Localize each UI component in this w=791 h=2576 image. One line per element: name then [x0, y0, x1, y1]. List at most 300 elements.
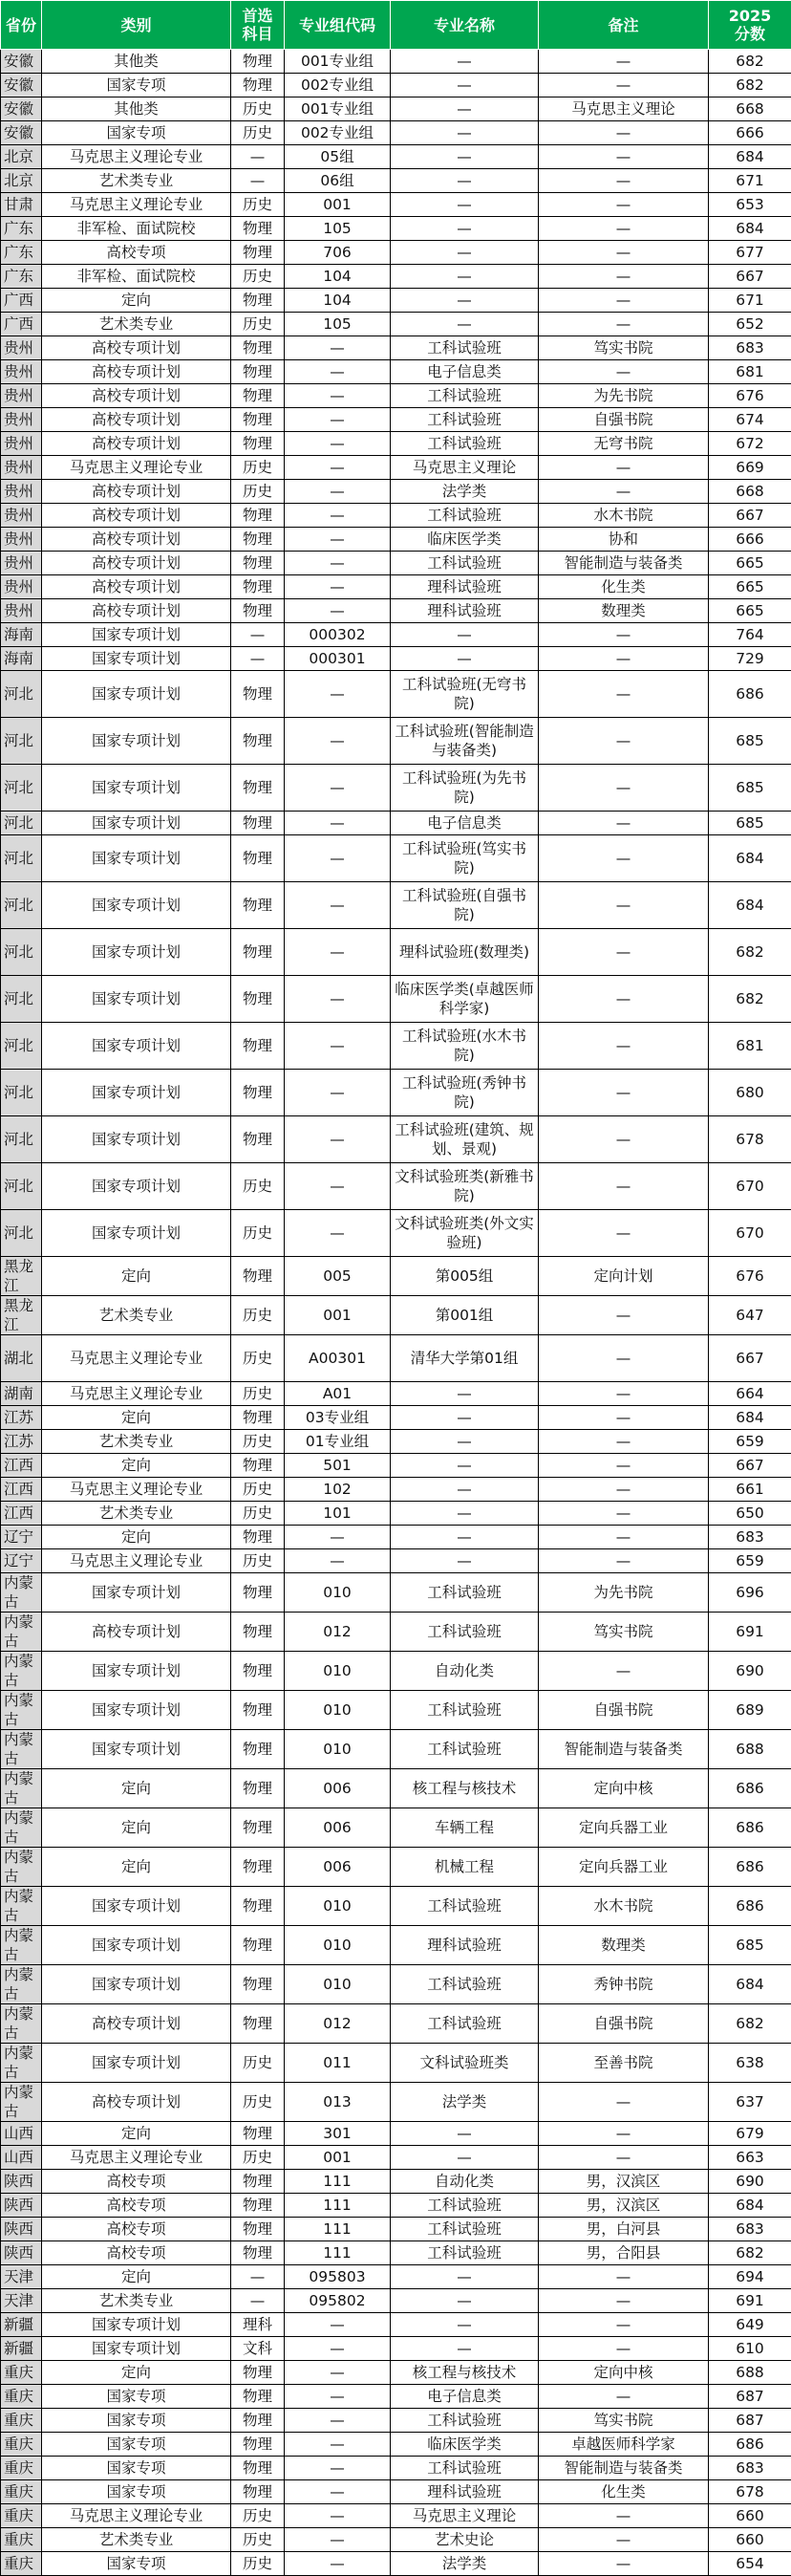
major-name-cell: 文科试验班类 — [391, 2044, 539, 2083]
province-cell: 内蒙古 — [1, 1887, 42, 1926]
remark-cell: — — [539, 241, 709, 265]
remark-cell: 化生类 — [539, 575, 709, 599]
remark-cell: — — [539, 313, 709, 336]
major-name-cell: 法学类 — [391, 2552, 539, 2576]
province-cell: 安徽 — [1, 50, 42, 74]
subject-cell: 物理 — [231, 2004, 285, 2044]
major-name-cell: — — [391, 121, 539, 145]
group-code-cell: 095802 — [285, 2289, 391, 2313]
score-cell: 682 — [709, 2004, 791, 2044]
table-row — [1, 97, 791, 121]
table-header — [1, 1, 791, 50]
group-code-cell: — — [285, 2433, 391, 2457]
category-cell: 马克思主义理论专业 — [42, 456, 231, 480]
province-cell: 河北 — [1, 671, 42, 718]
province-cell: 内蒙古 — [1, 1652, 42, 1691]
score-cell: 663 — [709, 2146, 791, 2170]
group-code-cell: — — [285, 599, 391, 623]
table-row — [1, 718, 791, 765]
group-code-cell: 104 — [285, 265, 391, 289]
category-cell: 马克思主义理论专业 — [42, 1478, 231, 1502]
province-cell: 贵州 — [1, 528, 42, 552]
category-cell: 高校专项 — [42, 2170, 231, 2194]
group-code-cell: 010 — [285, 1652, 391, 1691]
subject-cell: 历史 — [231, 1163, 285, 1210]
province-cell: 广东 — [1, 241, 42, 265]
table-row — [1, 1430, 791, 1454]
province-cell: 贵州 — [1, 432, 42, 456]
group-code-cell: 012 — [285, 2004, 391, 2044]
subject-cell: 历史 — [231, 1549, 285, 1573]
group-code-cell: 001专业组 — [285, 50, 391, 74]
major-name-cell: — — [391, 1382, 539, 1406]
remark-cell: 为先书院 — [539, 384, 709, 408]
province-cell: 贵州 — [1, 384, 42, 408]
group-code-cell: 010 — [285, 1573, 391, 1613]
remark-cell: — — [539, 1502, 709, 1526]
table-row — [1, 121, 791, 145]
province-cell: 海南 — [1, 623, 42, 647]
category-cell: 艺术类专业 — [42, 2528, 231, 2552]
remark-cell: 笃实书院 — [539, 336, 709, 360]
subject-cell: 物理 — [231, 336, 285, 360]
province-cell: 山西 — [1, 2146, 42, 2170]
remark-cell: 卓越医师科学家 — [539, 2433, 709, 2457]
score-cell: 676 — [709, 384, 791, 408]
score-cell: 682 — [709, 929, 791, 976]
group-code-cell: — — [285, 2313, 391, 2337]
category-cell: 国家专项计划 — [42, 2044, 231, 2083]
score-cell: 652 — [709, 313, 791, 336]
province-cell: 辽宁 — [1, 1526, 42, 1549]
group-code-cell: 111 — [285, 2241, 391, 2265]
group-code-cell: — — [285, 480, 391, 504]
subject-cell: 物理 — [231, 2361, 285, 2385]
major-name-cell: 自动化类 — [391, 2170, 539, 2194]
subject-cell: 历史 — [231, 121, 285, 145]
province-cell: 重庆 — [1, 2504, 42, 2528]
major-name-cell: — — [391, 265, 539, 289]
table-row — [1, 1116, 791, 1163]
subject-cell: 历史 — [231, 1502, 285, 1526]
score-cell: 664 — [709, 1382, 791, 1406]
subject-cell: — — [231, 623, 285, 647]
table-row — [1, 528, 791, 552]
score-cell: 684 — [709, 835, 791, 882]
major-name-cell: 工科试验班(自强书院) — [391, 882, 539, 929]
header-major-name: 专业名称 — [391, 1, 539, 50]
major-name-cell: 工科试验班(为先书院) — [391, 765, 539, 812]
major-name-cell: — — [391, 2289, 539, 2313]
remark-cell: — — [539, 2265, 709, 2289]
remark-cell: — — [539, 976, 709, 1023]
group-code-cell: 010 — [285, 1730, 391, 1769]
category-cell: 国家专项计划 — [42, 835, 231, 882]
group-code-cell: 001 — [285, 2146, 391, 2170]
province-cell: 重庆 — [1, 2361, 42, 2385]
score-cell: 670 — [709, 1210, 791, 1257]
province-cell: 河北 — [1, 718, 42, 765]
province-cell: 重庆 — [1, 2457, 42, 2480]
table-row — [1, 1769, 791, 1808]
category-cell: 艺术类专业 — [42, 2289, 231, 2313]
remark-cell: — — [539, 835, 709, 882]
category-cell: 国家专项计划 — [42, 1163, 231, 1210]
remark-cell: 笃实书院 — [539, 1613, 709, 1652]
table-row — [1, 1926, 791, 1965]
table-row — [1, 480, 791, 504]
group-code-cell: — — [285, 2457, 391, 2480]
category-cell: 国家专项计划 — [42, 718, 231, 765]
table-row — [1, 2241, 791, 2265]
province-cell: 重庆 — [1, 2528, 42, 2552]
table-row — [1, 432, 791, 456]
subject-cell: 物理 — [231, 575, 285, 599]
province-cell: 河北 — [1, 1116, 42, 1163]
remark-cell: — — [539, 671, 709, 718]
major-name-cell: 机械工程 — [391, 1848, 539, 1887]
subject-cell: 物理 — [231, 2480, 285, 2504]
category-cell: 艺术类专业 — [42, 313, 231, 336]
category-cell: 国家专项计划 — [42, 623, 231, 647]
table-row — [1, 1210, 791, 1257]
header-remark: 备注 — [539, 1, 709, 50]
group-code-cell: 010 — [285, 1926, 391, 1965]
remark-cell: 水木书院 — [539, 1887, 709, 1926]
score-cell: 690 — [709, 2170, 791, 2194]
province-cell: 贵州 — [1, 336, 42, 360]
subject-cell: 物理 — [231, 1848, 285, 1887]
category-cell: 国家专项计划 — [42, 671, 231, 718]
major-name-cell: 马克思主义理论 — [391, 456, 539, 480]
score-cell: 686 — [709, 1808, 791, 1848]
remark-cell: 智能制造与装备类 — [539, 1730, 709, 1769]
province-cell: 河北 — [1, 1210, 42, 1257]
category-cell: 国家专项计划 — [42, 882, 231, 929]
table-row — [1, 2480, 791, 2504]
category-cell: 马克思主义理论专业 — [42, 1382, 231, 1406]
major-name-cell: — — [391, 1549, 539, 1573]
table-row — [1, 1526, 791, 1549]
major-name-cell: 工科试验班 — [391, 2194, 539, 2218]
group-code-cell: 06组 — [285, 169, 391, 193]
score-cell: 667 — [709, 265, 791, 289]
group-code-cell: 002专业组 — [285, 121, 391, 145]
table-row — [1, 599, 791, 623]
major-name-cell: 理科试验班 — [391, 575, 539, 599]
table-row — [1, 1573, 791, 1613]
subject-cell: 物理 — [231, 74, 285, 97]
score-cell: 689 — [709, 1691, 791, 1730]
score-cell: 691 — [709, 1613, 791, 1652]
category-cell: 国家专项计划 — [42, 1573, 231, 1613]
province-cell: 内蒙古 — [1, 1573, 42, 1613]
group-code-cell: — — [285, 408, 391, 432]
remark-cell: — — [539, 265, 709, 289]
group-code-cell: — — [285, 882, 391, 929]
subject-cell: 历史 — [231, 313, 285, 336]
major-name-cell: — — [391, 2337, 539, 2361]
major-name-cell: 工科试验班 — [391, 1887, 539, 1926]
score-cell: 653 — [709, 193, 791, 217]
category-cell: 定向 — [42, 289, 231, 313]
table-row — [1, 765, 791, 812]
group-code-cell: — — [285, 1549, 391, 1573]
group-code-cell: — — [285, 2337, 391, 2361]
group-code-cell: — — [285, 1116, 391, 1163]
major-name-cell: — — [391, 1502, 539, 1526]
province-cell: 海南 — [1, 647, 42, 671]
score-cell: 685 — [709, 718, 791, 765]
category-cell: 高校专项计划 — [42, 2083, 231, 2122]
province-cell: 内蒙古 — [1, 1769, 42, 1808]
category-cell: 高校专项 — [42, 2218, 231, 2241]
category-cell: 国家专项计划 — [42, 1965, 231, 2004]
subject-cell: 物理 — [231, 1808, 285, 1848]
subject-cell: 历史 — [231, 265, 285, 289]
remark-cell: — — [539, 193, 709, 217]
group-code-cell: — — [285, 2552, 391, 2576]
subject-cell: 物理 — [231, 1573, 285, 1613]
category-cell: 艺术类专业 — [42, 1430, 231, 1454]
province-cell: 安徽 — [1, 121, 42, 145]
subject-cell: 物理 — [231, 1070, 285, 1116]
table-row — [1, 2083, 791, 2122]
score-cell: 684 — [709, 1965, 791, 2004]
score-cell: 682 — [709, 74, 791, 97]
major-name-cell: 工科试验班 — [391, 504, 539, 528]
remark-cell: 数理类 — [539, 1926, 709, 1965]
table-row — [1, 1613, 791, 1652]
province-cell: 内蒙古 — [1, 1808, 42, 1848]
remark-cell: 男，汉滨区 — [539, 2194, 709, 2218]
province-cell: 内蒙古 — [1, 1691, 42, 1730]
major-name-cell: — — [391, 2122, 539, 2146]
category-cell: 高校专项计划 — [42, 504, 231, 528]
province-cell: 江苏 — [1, 1406, 42, 1430]
major-name-cell: 核工程与核技术 — [391, 2361, 539, 2385]
table-row — [1, 50, 791, 74]
province-cell: 内蒙古 — [1, 2004, 42, 2044]
group-code-cell: 105 — [285, 313, 391, 336]
score-cell: 681 — [709, 360, 791, 384]
province-cell: 河北 — [1, 812, 42, 835]
table-row — [1, 384, 791, 408]
province-cell: 湖南 — [1, 1382, 42, 1406]
major-name-cell: 文科试验班类(外文实验班) — [391, 1210, 539, 1257]
province-cell: 贵州 — [1, 408, 42, 432]
subject-cell: 历史 — [231, 2504, 285, 2528]
subject-cell: 物理 — [231, 504, 285, 528]
score-cell: 637 — [709, 2083, 791, 2122]
group-code-cell: A00301 — [285, 1335, 391, 1382]
province-cell: 广东 — [1, 217, 42, 241]
subject-cell: 物理 — [231, 1691, 285, 1730]
major-name-cell: — — [391, 289, 539, 313]
remark-cell: — — [539, 217, 709, 241]
score-cell: 690 — [709, 1652, 791, 1691]
score-cell: 680 — [709, 1070, 791, 1116]
remark-cell: — — [539, 1210, 709, 1257]
major-name-cell: 工科试验班 — [391, 1730, 539, 1769]
major-name-cell: 临床医学类(卓越医师科学家) — [391, 976, 539, 1023]
major-name-cell: 工科试验班 — [391, 2218, 539, 2241]
subject-cell: 历史 — [231, 193, 285, 217]
group-code-cell: — — [285, 718, 391, 765]
major-name-cell: — — [391, 2313, 539, 2337]
table-row — [1, 336, 791, 360]
major-name-cell: — — [391, 145, 539, 169]
major-name-cell: — — [391, 1406, 539, 1430]
score-cell: 667 — [709, 504, 791, 528]
major-name-cell: — — [391, 50, 539, 74]
category-cell: 马克思主义理论专业 — [42, 1335, 231, 1382]
group-code-cell: 05组 — [285, 145, 391, 169]
score-cell: 672 — [709, 432, 791, 456]
category-cell: 国家专项计划 — [42, 2313, 231, 2337]
category-cell: 高校专项 — [42, 241, 231, 265]
score-cell: 684 — [709, 1406, 791, 1430]
remark-cell: 男，合阳县 — [539, 2241, 709, 2265]
table-row — [1, 74, 791, 97]
score-cell: 665 — [709, 599, 791, 623]
score-cell: 686 — [709, 1848, 791, 1887]
remark-cell: 为先书院 — [539, 1573, 709, 1613]
table-row — [1, 1454, 791, 1478]
category-cell: 高校专项计划 — [42, 408, 231, 432]
group-code-cell: 012 — [285, 1613, 391, 1652]
province-cell: 新疆 — [1, 2313, 42, 2337]
group-code-cell: — — [285, 671, 391, 718]
group-code-cell: — — [285, 504, 391, 528]
subject-cell: 历史 — [231, 456, 285, 480]
major-name-cell: 工科试验班 — [391, 2409, 539, 2433]
table-row — [1, 2194, 791, 2218]
major-name-cell: 马克思主义理论 — [391, 2504, 539, 2528]
major-name-cell: 清华大学第01组 — [391, 1335, 539, 1382]
province-cell: 北京 — [1, 169, 42, 193]
remark-cell: — — [539, 1652, 709, 1691]
major-name-cell: — — [391, 313, 539, 336]
header-province: 省份 — [1, 1, 42, 50]
subject-cell: 物理 — [231, 241, 285, 265]
score-cell: 729 — [709, 647, 791, 671]
remark-cell: — — [539, 1070, 709, 1116]
subject-cell: 理科 — [231, 2313, 285, 2337]
subject-cell: 历史 — [231, 2552, 285, 2576]
score-cell: 688 — [709, 1730, 791, 1769]
major-name-cell: 工科试验班 — [391, 552, 539, 575]
major-name-cell: 工科试验班 — [391, 432, 539, 456]
subject-cell: 物理 — [231, 765, 285, 812]
group-code-cell: — — [285, 2480, 391, 2504]
province-cell: 天津 — [1, 2265, 42, 2289]
major-name-cell: — — [391, 193, 539, 217]
group-code-cell: 010 — [285, 1887, 391, 1926]
remark-cell: — — [539, 2528, 709, 2552]
category-cell: 定向 — [42, 1848, 231, 1887]
remark-cell: 自强书院 — [539, 1691, 709, 1730]
table-row — [1, 2552, 791, 2576]
province-cell: 贵州 — [1, 599, 42, 623]
remark-cell: — — [539, 1478, 709, 1502]
subject-cell: 物理 — [231, 1454, 285, 1478]
remark-cell: 自强书院 — [539, 2004, 709, 2044]
table-row — [1, 360, 791, 384]
category-cell: 马克思主义理论专业 — [42, 145, 231, 169]
table-row — [1, 623, 791, 647]
remark-cell: — — [539, 145, 709, 169]
table-row — [1, 145, 791, 169]
province-cell: 贵州 — [1, 575, 42, 599]
table-row — [1, 2265, 791, 2289]
category-cell: 高校专项计划 — [42, 336, 231, 360]
remark-cell: 定向中核 — [539, 1769, 709, 1808]
score-cell: 677 — [709, 241, 791, 265]
province-cell: 河北 — [1, 1163, 42, 1210]
score-cell: 667 — [709, 1454, 791, 1478]
subject-cell: 物理 — [231, 1526, 285, 1549]
category-cell: 定向 — [42, 1526, 231, 1549]
subject-cell: 历史 — [231, 1210, 285, 1257]
subject-cell: — — [231, 647, 285, 671]
group-code-cell: — — [285, 1526, 391, 1549]
category-cell: 高校专项计划 — [42, 432, 231, 456]
category-cell: 国家专项 — [42, 2433, 231, 2457]
category-cell: 高校专项计划 — [42, 480, 231, 504]
category-cell: 国家专项 — [42, 2552, 231, 2576]
group-code-cell: — — [285, 528, 391, 552]
subject-cell: 物理 — [231, 2218, 285, 2241]
group-code-cell: 001专业组 — [285, 97, 391, 121]
province-cell: 甘肃 — [1, 193, 42, 217]
major-name-cell: 第005组 — [391, 1257, 539, 1296]
table-row — [1, 1296, 791, 1335]
category-cell: 国家专项计划 — [42, 765, 231, 812]
remark-cell: 智能制造与装备类 — [539, 552, 709, 575]
category-cell: 高校专项计划 — [42, 384, 231, 408]
major-name-cell: — — [391, 74, 539, 97]
major-name-cell: 法学类 — [391, 2083, 539, 2122]
group-code-cell: 010 — [285, 1691, 391, 1730]
category-cell: 非军检、面试院校 — [42, 217, 231, 241]
province-cell: 重庆 — [1, 2480, 42, 2504]
category-cell: 马克思主义理论专业 — [42, 1549, 231, 1573]
major-name-cell: 文科试验班类(新雅书院) — [391, 1163, 539, 1210]
category-cell: 艺术类专业 — [42, 169, 231, 193]
province-cell: 陕西 — [1, 2170, 42, 2194]
category-cell: 国家专项计划 — [42, 1070, 231, 1116]
major-name-cell: 工科试验班(笃实书院) — [391, 835, 539, 882]
group-code-cell: 010 — [285, 1965, 391, 2004]
remark-cell: — — [539, 2337, 709, 2361]
score-cell: 668 — [709, 97, 791, 121]
score-cell: 671 — [709, 169, 791, 193]
group-code-cell: 000301 — [285, 647, 391, 671]
table-row — [1, 2146, 791, 2170]
group-code-cell: — — [285, 2361, 391, 2385]
score-cell: 688 — [709, 2361, 791, 2385]
table-row — [1, 241, 791, 265]
category-cell: 马克思主义理论专业 — [42, 2146, 231, 2170]
table-row — [1, 552, 791, 575]
subject-cell: 物理 — [231, 432, 285, 456]
category-cell: 国家专项计划 — [42, 1652, 231, 1691]
table-row — [1, 1691, 791, 1730]
table-row — [1, 2337, 791, 2361]
score-cell: 681 — [709, 1023, 791, 1070]
subject-cell: 物理 — [231, 552, 285, 575]
